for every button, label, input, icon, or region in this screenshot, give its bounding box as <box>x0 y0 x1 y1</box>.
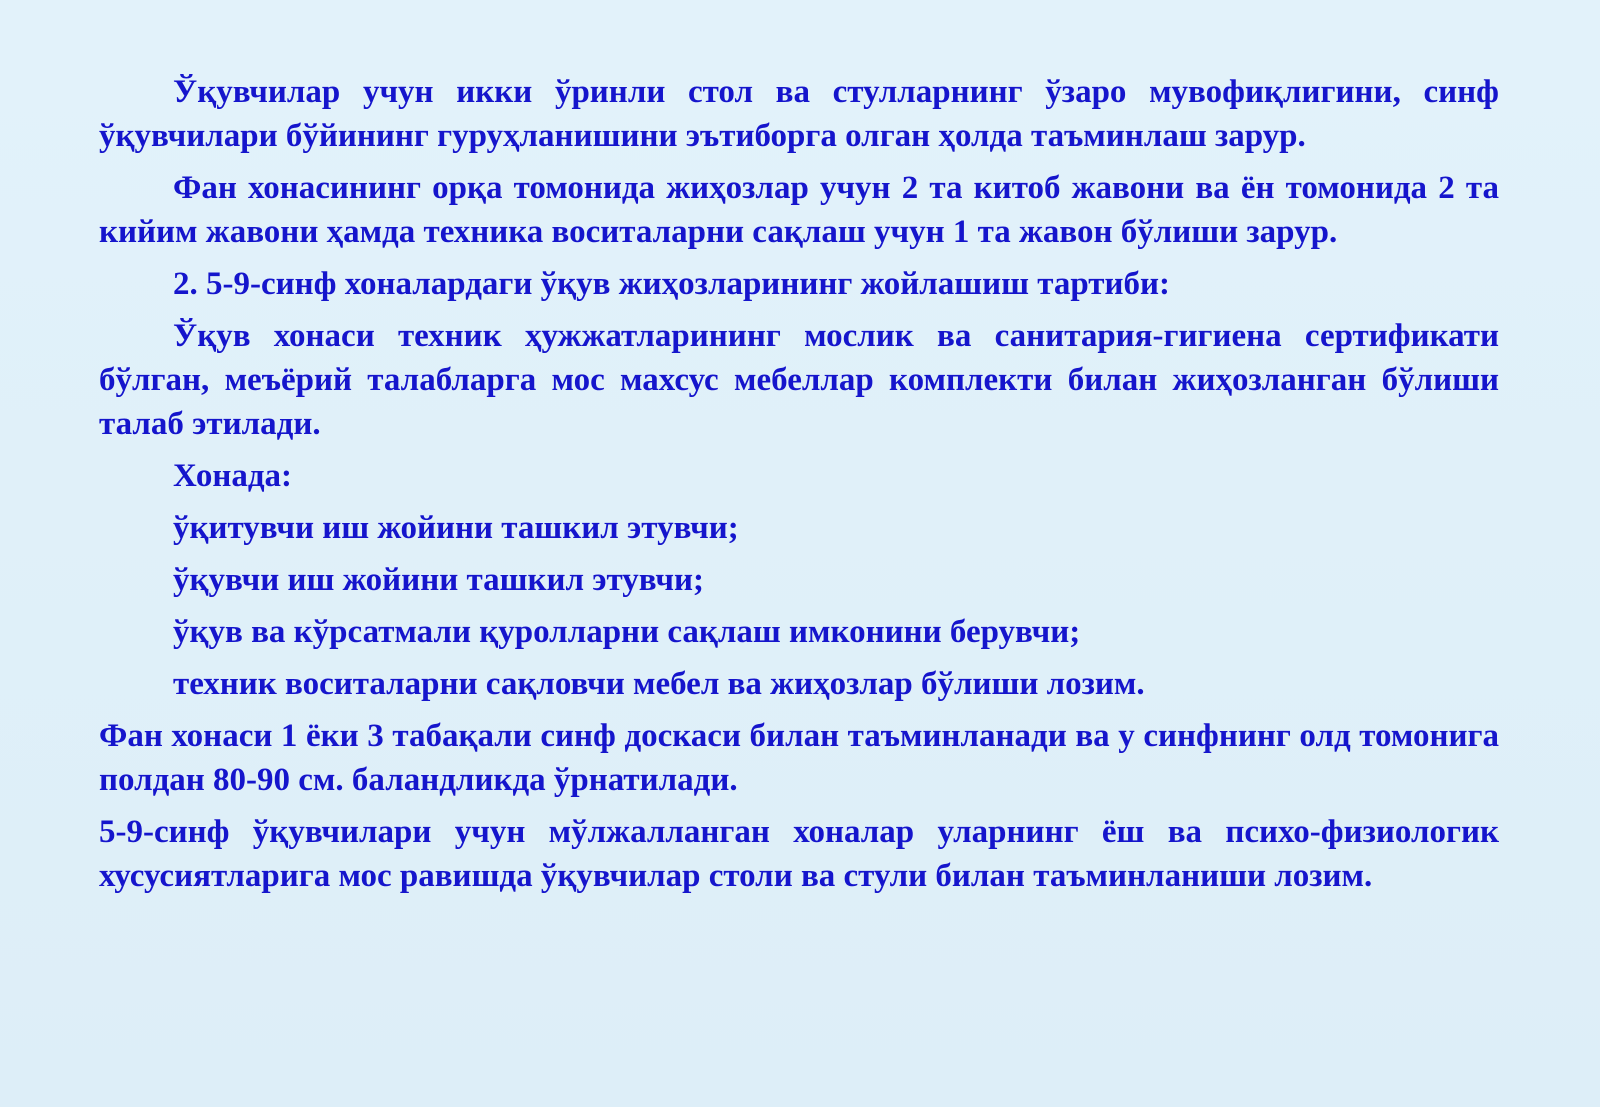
paragraph-certification: Ўқув хонаси техник ҳужжатларининг мослик ва санитария-гигиена сертификати бўлган, меъёрий талабларга мос махсус мебеллар комплекти билан жиҳозланган бўлиши талаб этилади. <box>99 318 1499 442</box>
list-item: ўқувчи иш жойини ташкил этувчи; <box>173 562 704 598</box>
section-heading: 2. 5-9-синф хоналардаги ўқув жиҳозларининг жойлашиш тартиби: <box>173 266 1170 302</box>
list-item: техник воситаларни сақловчи мебел ва жиҳозлар бўлиши лозим. <box>173 666 1145 702</box>
list-item: ўқув ва кўрсатмали қуролларни сақлаш имконини берувчи; <box>173 614 1081 650</box>
paragraph-cabinets: Фан хонасининг орқа томонида жиҳозлар учун 2 та китоб жавони ва ён томонида 2 та кийим жавони ҳамда техника воситаларни сақлаш учун 1 та жавон бўлиши зарур. <box>99 170 1499 250</box>
list-intro: Хонада: <box>173 458 293 494</box>
paragraph-student-furniture: 5-9-синф ўқувчилари учун мўлжалланган хоналар уларнинг ёш ва психо-физиологик хусусиятларига мос равишда ўқувчилар столи ва стули билан таъминланиши лозим. <box>99 814 1499 894</box>
list-item: ўқитувчи иш жойини ташкил этувчи; <box>173 510 739 546</box>
paragraph-blackboard: Фан хонаси 1 ёки 3 табақали синф доскаси билан таъминланади ва у синфнинг олд томонига полдан 80-90 см. баландликда ўрнатилади. <box>99 718 1499 798</box>
paragraph-desk-compatibility: Ўқувчилар учун икки ўринли стол ва стулларнинг ўзаро мувофиқлигини, синф ўқувчилари бўйининг гуруҳланишини эътиборга олган ҳолда таъминлаш зарур. <box>99 74 1499 154</box>
document-body <box>99 70 1499 898</box>
